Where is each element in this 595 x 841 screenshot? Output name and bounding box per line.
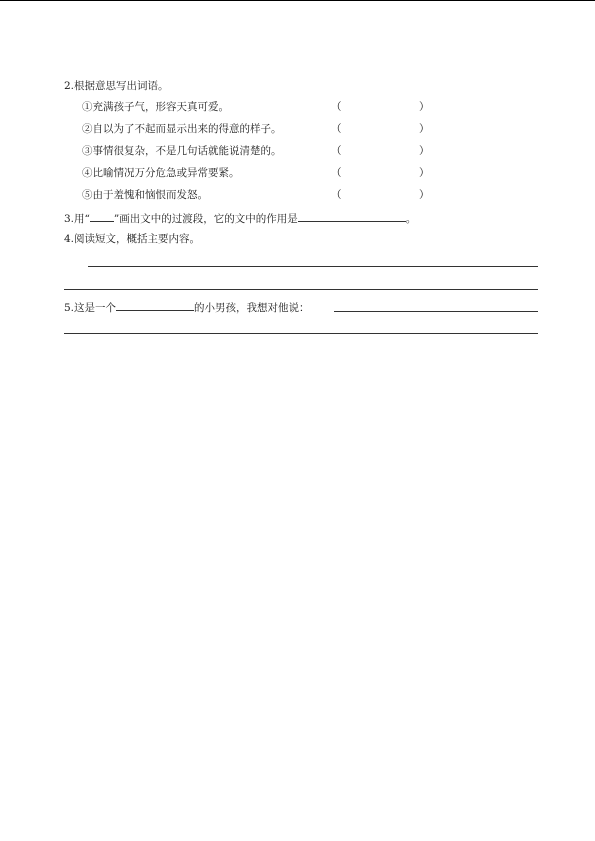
q2-item-1-open-paren: （ — [331, 101, 342, 113]
q2-item-1: ①充满孩子气，形容天真可爱。 — [82, 101, 229, 113]
q5-trait-blank[interactable] — [116, 299, 194, 311]
q2-title: 2.根据意思写出词语。 — [64, 80, 169, 92]
q2-item-4-open-paren: （ — [331, 167, 342, 179]
q2-item-2-close-paren: ） — [419, 123, 430, 135]
q3-text-middle: ”画出文中的过渡段，它的文中的作用是 — [113, 213, 298, 225]
page-top-border — [0, 0, 595, 1]
q3-prompt — [64, 210, 416, 226]
q2-item-4-close-paren: ） — [419, 167, 430, 179]
q2-item-3-close-paren: ） — [419, 145, 430, 157]
q4-answer-line-2[interactable] — [64, 289, 538, 290]
q5-text-end: 的小男孩，我想对他说： — [194, 302, 310, 314]
q3-mark-blank[interactable] — [90, 210, 114, 222]
q2-item-4: ④比喻情况万分危急或异常要紧。 — [82, 167, 240, 179]
q5-answer-line-1[interactable] — [334, 311, 538, 312]
q3-text-start: 3.用“ — [64, 213, 90, 225]
q5-answer-line-2[interactable] — [64, 333, 538, 334]
q2-item-5-close-paren: ） — [419, 189, 430, 201]
q2-item-5-open-paren: （ — [331, 189, 342, 201]
q2-item-2-open-paren: （ — [331, 123, 342, 135]
q2-item-5: ⑤由于羞愧和恼恨而发怒。 — [82, 189, 208, 201]
q5-prompt — [64, 299, 310, 315]
q5-text-start: 5.这是一个 — [64, 302, 117, 314]
q4-answer-line-1[interactable] — [88, 266, 538, 267]
q2-item-2: ②自以为了不起而显示出来的得意的样子。 — [82, 123, 282, 135]
q4-title: 4.阅读短文，概括主要内容。 — [64, 233, 201, 245]
q2-item-3-open-paren: （ — [331, 145, 342, 157]
q3-answer-blank[interactable] — [298, 210, 406, 222]
q3-text-end: 。 — [405, 213, 417, 225]
q2-item-3: ③事情很复杂，不是几句话就能说清楚的。 — [82, 145, 282, 157]
q2-item-1-close-paren: ） — [419, 101, 430, 113]
